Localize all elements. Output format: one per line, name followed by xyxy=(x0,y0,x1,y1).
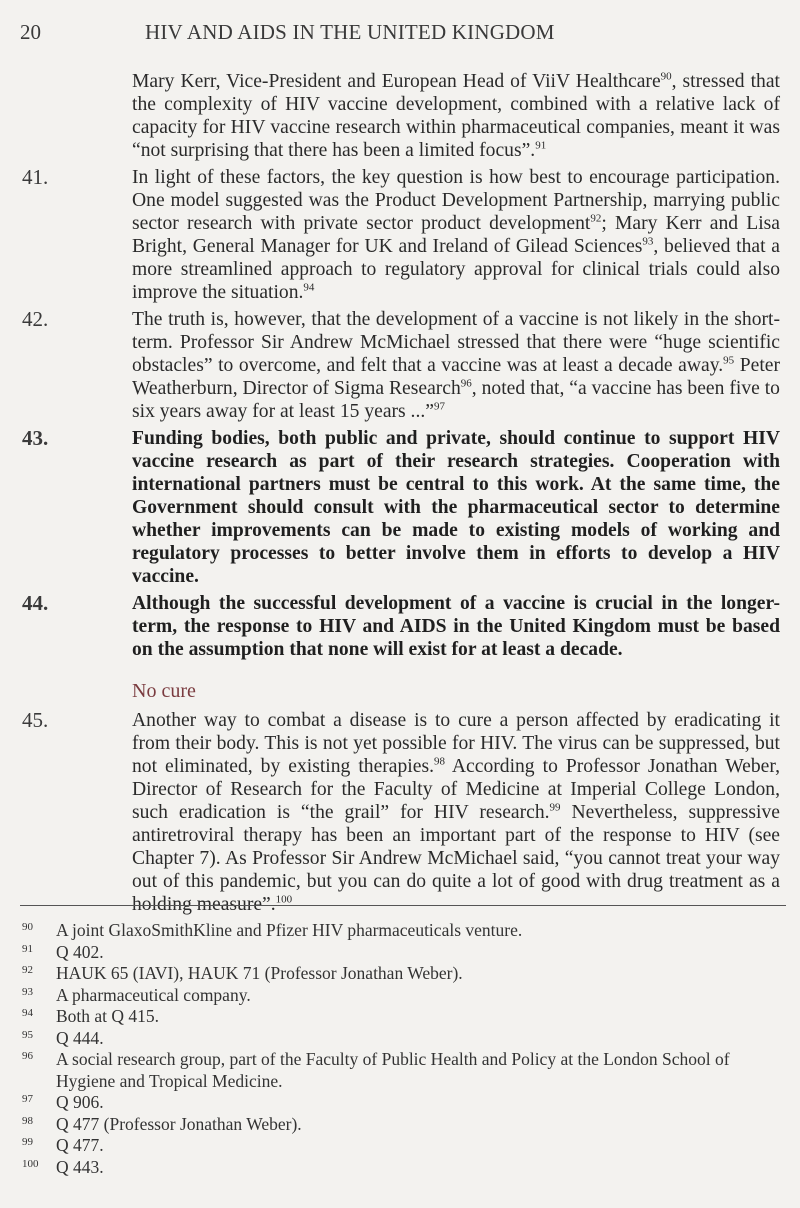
footnote-ref: 93 xyxy=(642,235,654,248)
footnote-text: Q 444. xyxy=(56,1027,104,1048)
footnote-number: 96 xyxy=(22,1050,33,1062)
main-content xyxy=(22,70,780,920)
paragraph-number: 43. xyxy=(22,426,49,450)
footnote-number: 92 xyxy=(22,964,33,976)
footnote-number: 100 xyxy=(22,1157,39,1170)
paragraph-number: 42. xyxy=(22,307,49,331)
footnote-number: 97 xyxy=(22,1093,33,1105)
footnote xyxy=(22,985,782,1007)
paragraph-text: , stressed that the complexity of HIV vaccine development, combined with a relative lack of capacity for HIV vaccine research within pharmaceutical companies, meant it was “not surprising that there has been a limited focus”. xyxy=(132,71,780,161)
footnote-number: 91 xyxy=(22,942,33,955)
footnote-number: 94 xyxy=(22,1007,33,1019)
paragraph xyxy=(22,70,780,162)
footnote xyxy=(22,1157,782,1179)
paragraph-text: Funding bodies, both public and private, should continue to support HIV vaccine research as part of their research strategies. Cooperation with international partners must be central to this work. At the same time, the Government should consult with the pharmaceutical sector to determine whether improvements can be made to existing models of working and regulatory processes to better involve them in efforts to develop a HIV vaccine. xyxy=(132,428,780,587)
paragraph-group xyxy=(22,70,780,661)
paragraph xyxy=(22,592,780,661)
footnote-text: HAUK 65 (IAVI), HAUK 71 (Professor Jonathan Weber). xyxy=(56,963,463,983)
footnote xyxy=(22,942,782,964)
footnote-ref: 99 xyxy=(549,801,561,814)
footnote xyxy=(22,1049,782,1092)
paragraph-text: Peter Weatherburn, Director of Sigma Research xyxy=(132,355,780,399)
footnote-ref: 98 xyxy=(433,755,445,768)
section-subheading: No cure xyxy=(132,680,196,702)
footnote-divider xyxy=(20,905,786,906)
footnote xyxy=(22,1006,782,1028)
paragraph-group xyxy=(22,709,780,916)
footnote-ref: 92 xyxy=(590,212,602,225)
footnote-text: Q 402. xyxy=(56,941,104,962)
footnote-text: A social research group, part of the Faculty of Public Health and Policy at the London School of Hygiene and Tropical Medicine. xyxy=(56,1049,730,1091)
footnote-ref: 94 xyxy=(303,281,315,294)
paragraph-number: 44. xyxy=(22,591,49,615)
footnote-text: A joint GlaxoSmithKline and Pfizer HIV pharmaceuticals venture. xyxy=(56,920,523,940)
footnote-ref: 90 xyxy=(660,70,672,83)
footnote-number: 98 xyxy=(22,1114,33,1127)
paragraph xyxy=(22,427,780,588)
paragraph xyxy=(22,308,780,423)
footnote-ref: 100 xyxy=(275,893,293,906)
running-title: HIV AND AIDS IN THE UNITED KINGDOM xyxy=(145,20,555,44)
paragraph-text: In light of these factors, the key question is how best to encourage participation. One model suggested was the Product Development Partnership, marrying public sector research with private sector product development xyxy=(132,167,780,234)
footnote-number: 99 xyxy=(22,1136,33,1148)
footnote-number: 90 xyxy=(22,921,33,933)
footnote-text: Q 443. xyxy=(56,1156,104,1177)
page-header xyxy=(20,20,780,48)
paragraph-text: ; Mary Kerr and Lisa Bright, General Manager for UK and Ireland of Gilead Sciences xyxy=(132,213,780,257)
footnote xyxy=(22,1092,782,1114)
paragraph-text: According to Professor Jonathan Weber, Director of Research for the Faculty of Medicine at Imperial College London, such eradication is “the grail” for HIV research. xyxy=(132,756,780,823)
footnote-number: 93 xyxy=(22,985,33,998)
footnote xyxy=(22,1135,782,1157)
footnote xyxy=(22,963,782,985)
paragraph-text: , believed that a more streamlined approach to regulatory approval for clinical trials could also improve the situation. xyxy=(132,236,780,303)
footnote-ref: 97 xyxy=(433,400,445,413)
footnote-text: Q 477 (Professor Jonathan Weber). xyxy=(56,1113,302,1134)
footnote-ref: 95 xyxy=(723,354,735,367)
paragraph-text: Another way to combat a disease is to cure a person affected by eradicating it from their body. This is not yet possible for HIV. The virus can be suppressed, but not eliminated, by existing therapies. xyxy=(132,710,780,777)
footnote-text: Q 477. xyxy=(56,1135,104,1155)
footnote xyxy=(22,1028,782,1050)
paragraph-number: 41. xyxy=(22,165,49,189)
footnote xyxy=(22,1114,782,1136)
footnote-ref: 96 xyxy=(460,377,472,390)
footnote-text: A pharmaceutical company. xyxy=(56,984,251,1005)
paragraph-text: , noted that, “a vaccine has been five to six years away for at least 15 years ...” xyxy=(132,378,780,422)
footnote-text: Q 906. xyxy=(56,1092,104,1112)
paragraph xyxy=(22,709,780,916)
paragraph xyxy=(22,166,780,304)
footnotes xyxy=(22,920,782,1178)
paragraph-text: Although the successful development of a vaccine is crucial in the longer-term, the response to HIV and AIDS in the United Kingdom must be based on the assumption that none will exist for at least a decade. xyxy=(132,593,780,660)
paragraph-number: 45. xyxy=(22,708,49,732)
paragraph-text: The truth is, however, that the development of a vaccine is not likely in the short-term. Professor Sir Andrew McMichael stressed that there were “huge scientific obstacles” to overcome, and felt that a vaccine was at least a decade away. xyxy=(132,309,780,376)
footnote-ref: 91 xyxy=(535,139,547,152)
paragraph-text: Mary Kerr, Vice-President and European Head of ViiV Healthcare xyxy=(132,71,661,92)
page-number: 20 xyxy=(20,20,41,44)
paragraph-text: Nevertheless, suppressive antiretroviral therapy has been an important part of the response to HIV (see Chapter 7). As Professor Sir Andrew McMichael said, “you cannot treat your way out of this pandemic, but you can do quite a lot of good with drug treatment as a holding measure”. xyxy=(132,802,780,915)
footnote-number: 95 xyxy=(22,1028,33,1041)
footnote xyxy=(22,920,782,942)
footnote-text: Both at Q 415. xyxy=(56,1006,160,1026)
